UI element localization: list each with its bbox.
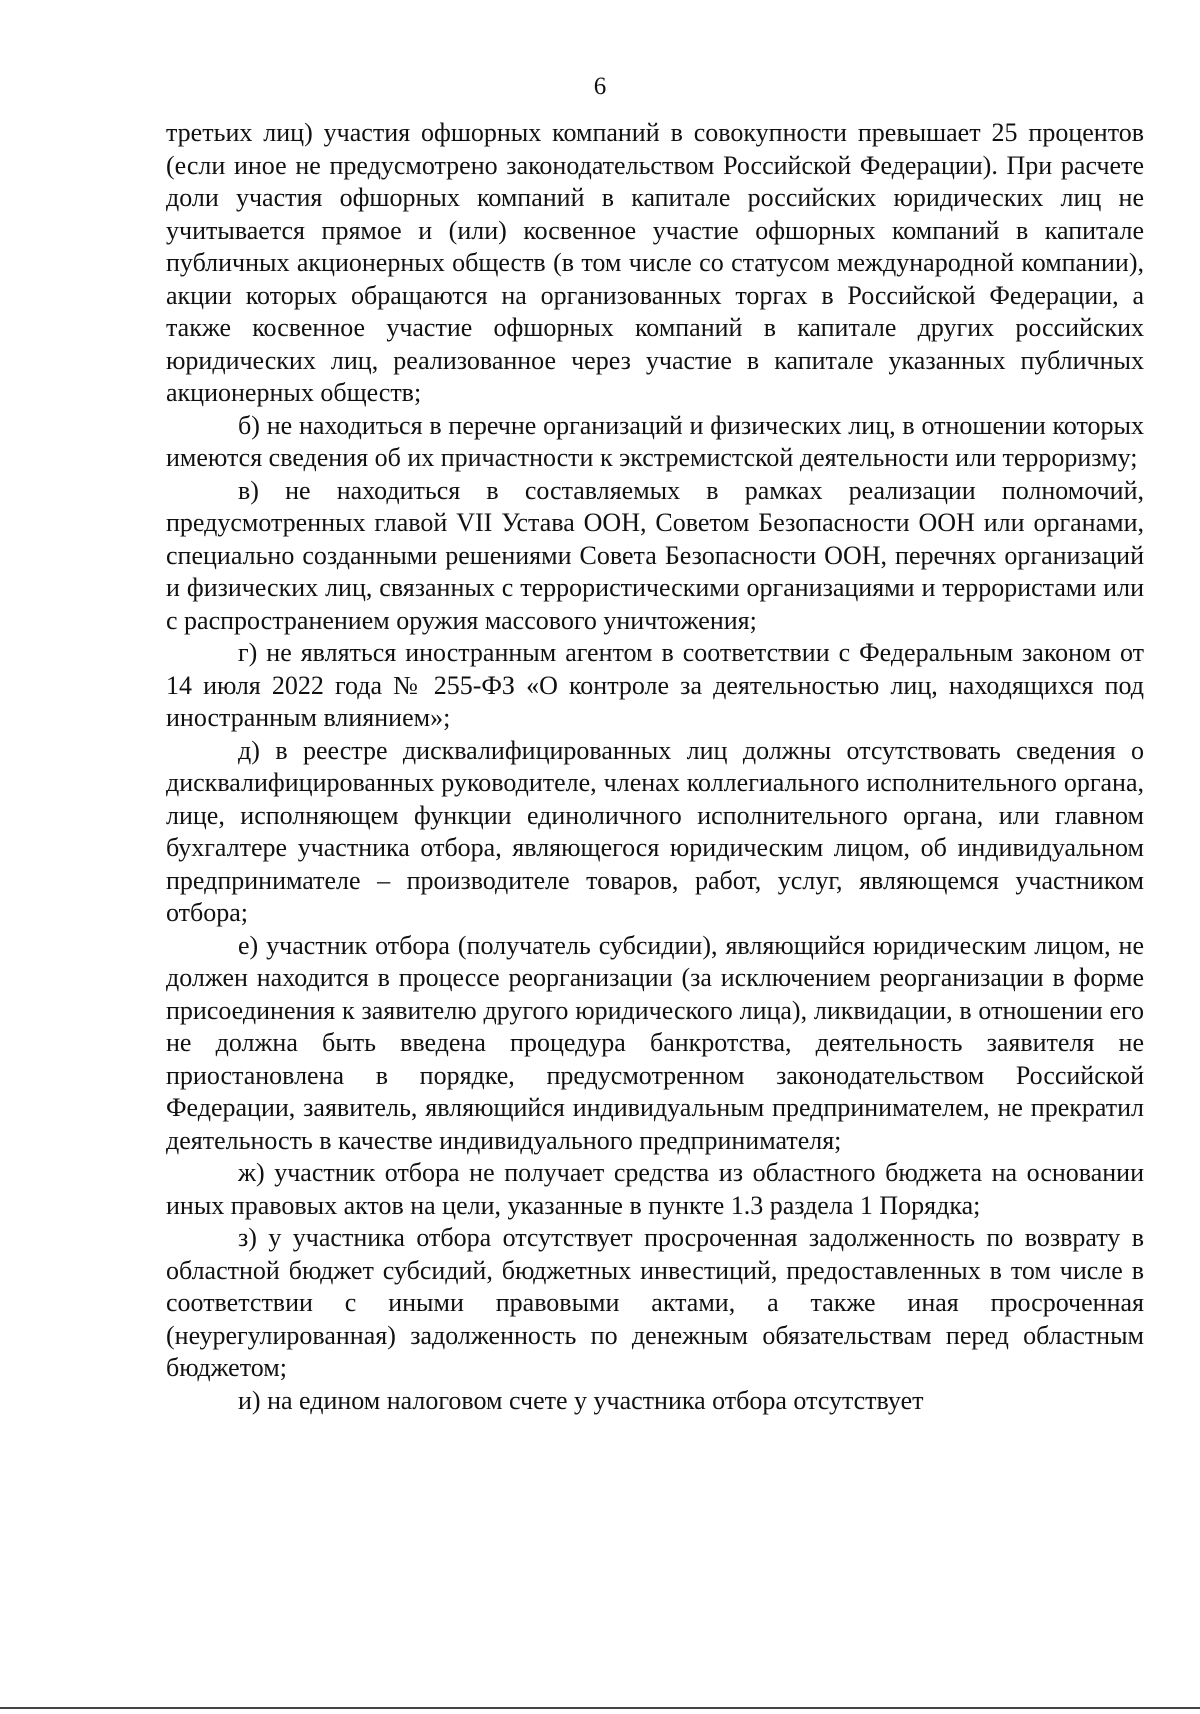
paragraph-item-e: е) участник отбора (получатель субсидии), являющийся юридическим лицом, не должен находится в процессе реорганизации (за исключением реорганизации в форме присоединения к заявителю другого юридического лица), ликвидации, в отношении его не должна быть введена процедура банкротства, деятельность заявителя не приостановлена в порядке, предусмотренном законодательством Российской Федерации, заявитель, являющийся индивидуальным предпринимателем, не прекратил деятельность в качестве индивидуального предпринимателя;: [166, 930, 1144, 1155]
paragraph-item-z: з) у участника отбора отсутствует просроченная задолженность по возврату в областной бюджет субсидий, бюджетных инвестиций, предоставленных в том числе в соответствии с иными правовыми актами, а также иная просроченная (неурегулированная) задолженность по денежным обязательствам перед областным бюджетом;: [166, 1223, 1144, 1382]
paragraph-continuation: третьих лиц) участия офшорных компаний в совокупности превышает 25 процентов (если иное не предусмотрено законодательством Российской Федерации). При расчете доли участия офшорных компаний в капитале российских юридических лиц не учитывается прямое и (или) косвенное участие офшорных компаний в капитале публичных акционерных обществ (в том числе со статусом международной компании), акции которых обращаются на организованных торгах в Российской Федерации, а также косвенное участие офшорных компаний в капитале других российских юридических лиц, реализованное через участие в капитале указанных публичных акционерных обществ;: [166, 118, 1144, 407]
paragraph-item-b: б) не находиться в перечне организаций и физических лиц, в отношении которых имеются сведения об их причастности к экстремистской деятельности или терроризму;: [166, 410, 1144, 472]
paragraph-item-v: в) не находиться в составляемых в рамках реализации полномочий, предусмотренных главой VII Устава ООН, Советом Безопасности ООН или органами, специально созданными решениями Совета Безопасности ООН, перечнях организаций и физических лиц, связанных с террористическими организациями и террористами или с распространением оружия массового уничтожения;: [166, 475, 1144, 635]
paragraph-item-g: г) не являться иностранным агентом в соответствии с Федеральным законом от 14 июля 2022 года № 255-ФЗ «О контроле за деятельностью лиц, находящихся под иностранным влиянием»;: [166, 638, 1144, 732]
paragraph-item-d: д) в реестре дисквалифицированных лиц должны отсутствовать сведения о дисквалифицированных руководителе, членах коллегиального исполнительного органа, лице, исполняющем функции единоличного исполнительного органа, или главном бухгалтере участника отбора, являющегося юридическим лицом, об индивидуальном предпринимателе – производителе товаров, работ, услуг, являющемся участником отбора;: [166, 735, 1144, 927]
paragraph-item-i: и) на едином налоговом счете у участника отбора отсутствует: [238, 1385, 924, 1415]
page-bottom-edge: [0, 1707, 1200, 1709]
document-body: [166, 117, 1144, 1417]
paragraph-item-zh: ж) участник отбора не получает средства из областного бюджета на основании иных правовых актов на цели, указанные в пункте 1.3 раздела 1 Порядка;: [166, 1158, 1144, 1220]
page-number: 6: [593, 73, 607, 100]
